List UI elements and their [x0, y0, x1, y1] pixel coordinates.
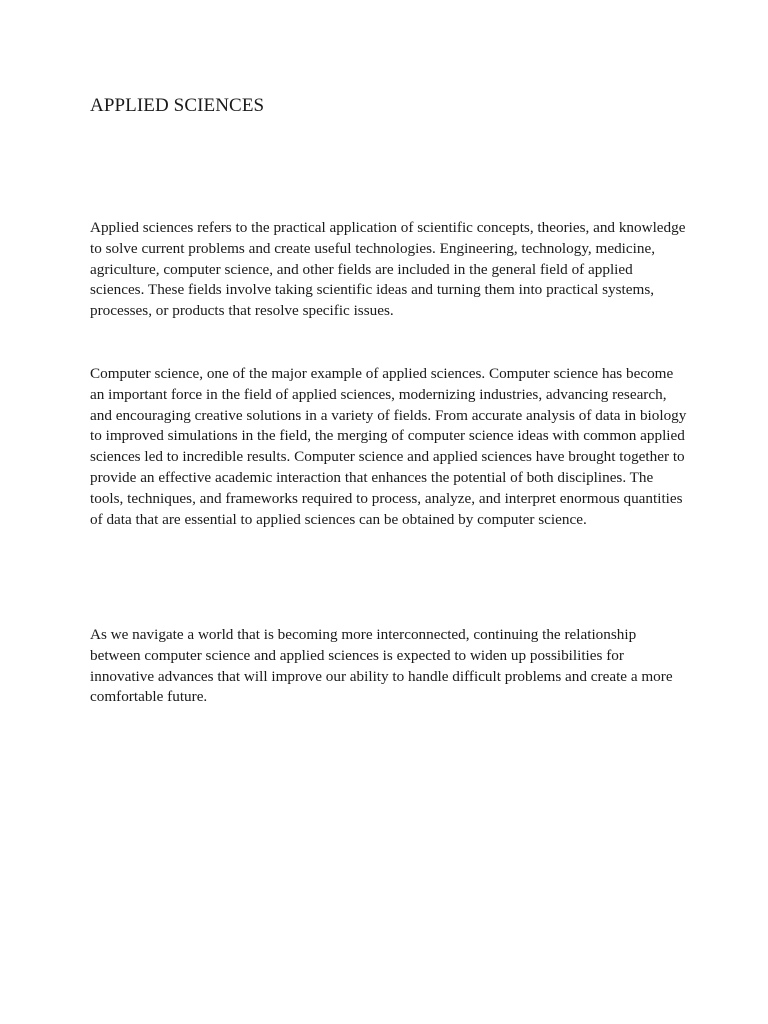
document-title: APPLIED SCIENCES [90, 95, 265, 116]
paragraph-computer-science: Computer science, one of the major example of applied sciences. Computer science has become an important force in the field of applied sciences, modernizing industries, advancing research, and encouraging creative solutions in a variety of fields. From accurate analysis of data in biology to improved simulations in the field, the merging of computer science ideas with common applied sciences led to incredible results. Computer science and applied sciences have brought together to provide an effective academic interaction that enhances the potential of both disciplines. The tools, techniques, and frameworks required to process, analyze, and interpret enormous quantities of data that are essential to applied sciences can be obtained by computer science. [90, 365, 687, 528]
paragraph-intro: Applied sciences refers to the practical application of scientific concepts, theories, and knowledge to solve current problems and create useful technologies. Engineering, technology, medicine, agriculture, computer science, and other fields are included in the general field of applied sciences. These fields involve taking scientific ideas and turning them into practical systems, processes, or products that resolve specific issues. [90, 219, 686, 320]
paragraph-conclusion: As we navigate a world that is becoming more interconnected, continuing the relationship between computer science and applied sciences is expected to widen up possibilities for innovative advances that will improve our ability to handle difficult problems and create a more comfortable future. [90, 626, 673, 706]
